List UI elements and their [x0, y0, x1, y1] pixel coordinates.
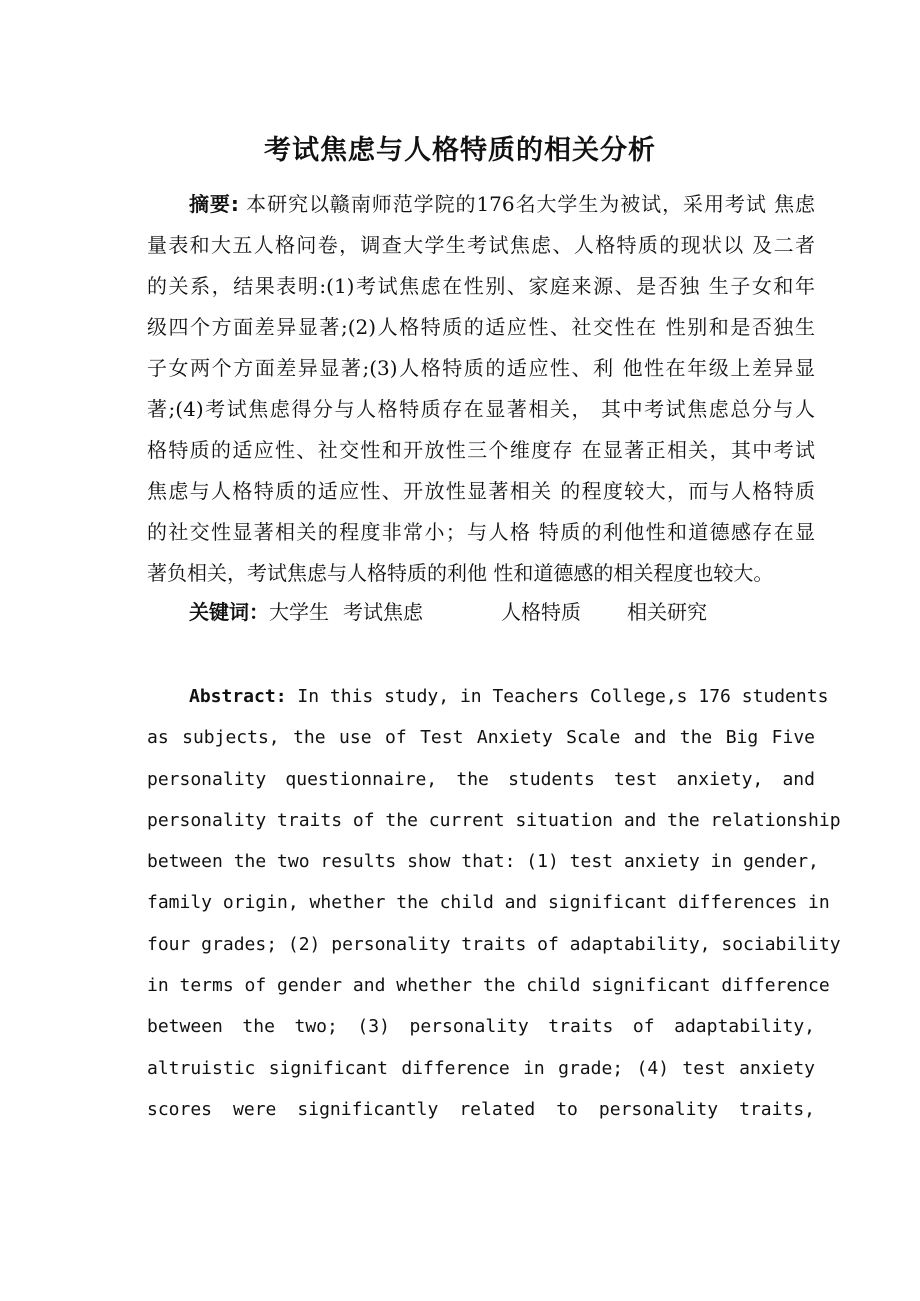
zh-abstract-line: 著负相关，考试焦虑与人格特质的利他 性和道德感的相关程度也较大。	[147, 561, 774, 585]
keyword: 大学生	[269, 600, 329, 624]
paper-title: 考试焦虑与人格特质的相关分析	[264, 135, 656, 166]
en-abstract-line: family origin, whether the child and significant differences in	[147, 892, 830, 914]
chinese-abstract	[147, 184, 815, 594]
en-abstract-line: scores were significantly related to personality traits,	[147, 1098, 815, 1120]
zh-abstract-line: 量表和大五人格问卷，调查大学生考试焦虑、人格特质的现状以 及二者	[147, 233, 815, 257]
en-abstract-line: personality questionnaire, the students test anxiety, and	[147, 768, 815, 790]
zh-abstract-line: 焦虑与人格特质的适应性、开放性显著相关 的程度较大，而与人格特质	[147, 479, 815, 503]
zh-abstract-line: 的社交性显著相关的程度非常小；与人格 特质的利他性和道德感存在显	[147, 520, 815, 544]
en-abstract-line: four grades; (2) personality traits of adaptability, sociability	[147, 933, 841, 955]
zh-abstract-line	[147, 184, 815, 225]
en-abstract-label: Abstract:	[189, 686, 287, 707]
keyword: 人格特质	[501, 600, 581, 624]
en-abstract-line	[147, 676, 829, 717]
zh-abstract-text: 本研究以赣南师范学院的176名大学生为被试，采用考试 焦虑	[246, 192, 816, 216]
zh-abstract-line: 格特质的适应性、社交性和开放性三个维度存 在显著正相关，其中考试	[147, 438, 815, 462]
english-abstract	[147, 676, 841, 1130]
en-abstract-line: personality traits of the current situation and the relationship	[147, 809, 841, 831]
zh-abstract-line: 的关系，结果表明:(1)考试焦虑在性别、家庭来源、是否独 生子女和年	[147, 274, 815, 298]
en-abstract-line: between the two results show that: (1) test anxiety in gender,	[147, 851, 819, 873]
zh-abstract-line: 著;(4)考试焦虑得分与人格特质存在显著相关， 其中考试焦虑总分与人	[147, 397, 815, 421]
en-abstract-text: In this study, in Teachers College,s 176 students	[297, 686, 829, 707]
en-abstract-line: altruistic significant difference in grade; (4) test anxiety	[147, 1057, 815, 1079]
zh-abstract-line: 子女两个方面差异显著;(3)人格特质的适应性、利 他性在年级上差异显	[147, 356, 815, 380]
en-abstract-line: in terms of gender and whether the child significant difference	[147, 975, 830, 997]
keyword: 考试焦虑	[343, 600, 423, 624]
en-abstract-line: between the two; (3) personality traits of adaptability,	[147, 1016, 815, 1038]
zh-abstract-line: 级四个方面差异显著;(2)人格特质的适应性、社交性在 性别和是否独生	[147, 315, 815, 339]
keywords	[189, 596, 707, 628]
en-abstract-line: as subjects, the use of Test Anxiety Scale and the Big Five	[147, 727, 815, 749]
keyword: 相关研究	[627, 600, 707, 624]
zh-abstract-label: 摘要:	[189, 192, 239, 216]
keywords-label: 关键词：	[189, 600, 269, 624]
